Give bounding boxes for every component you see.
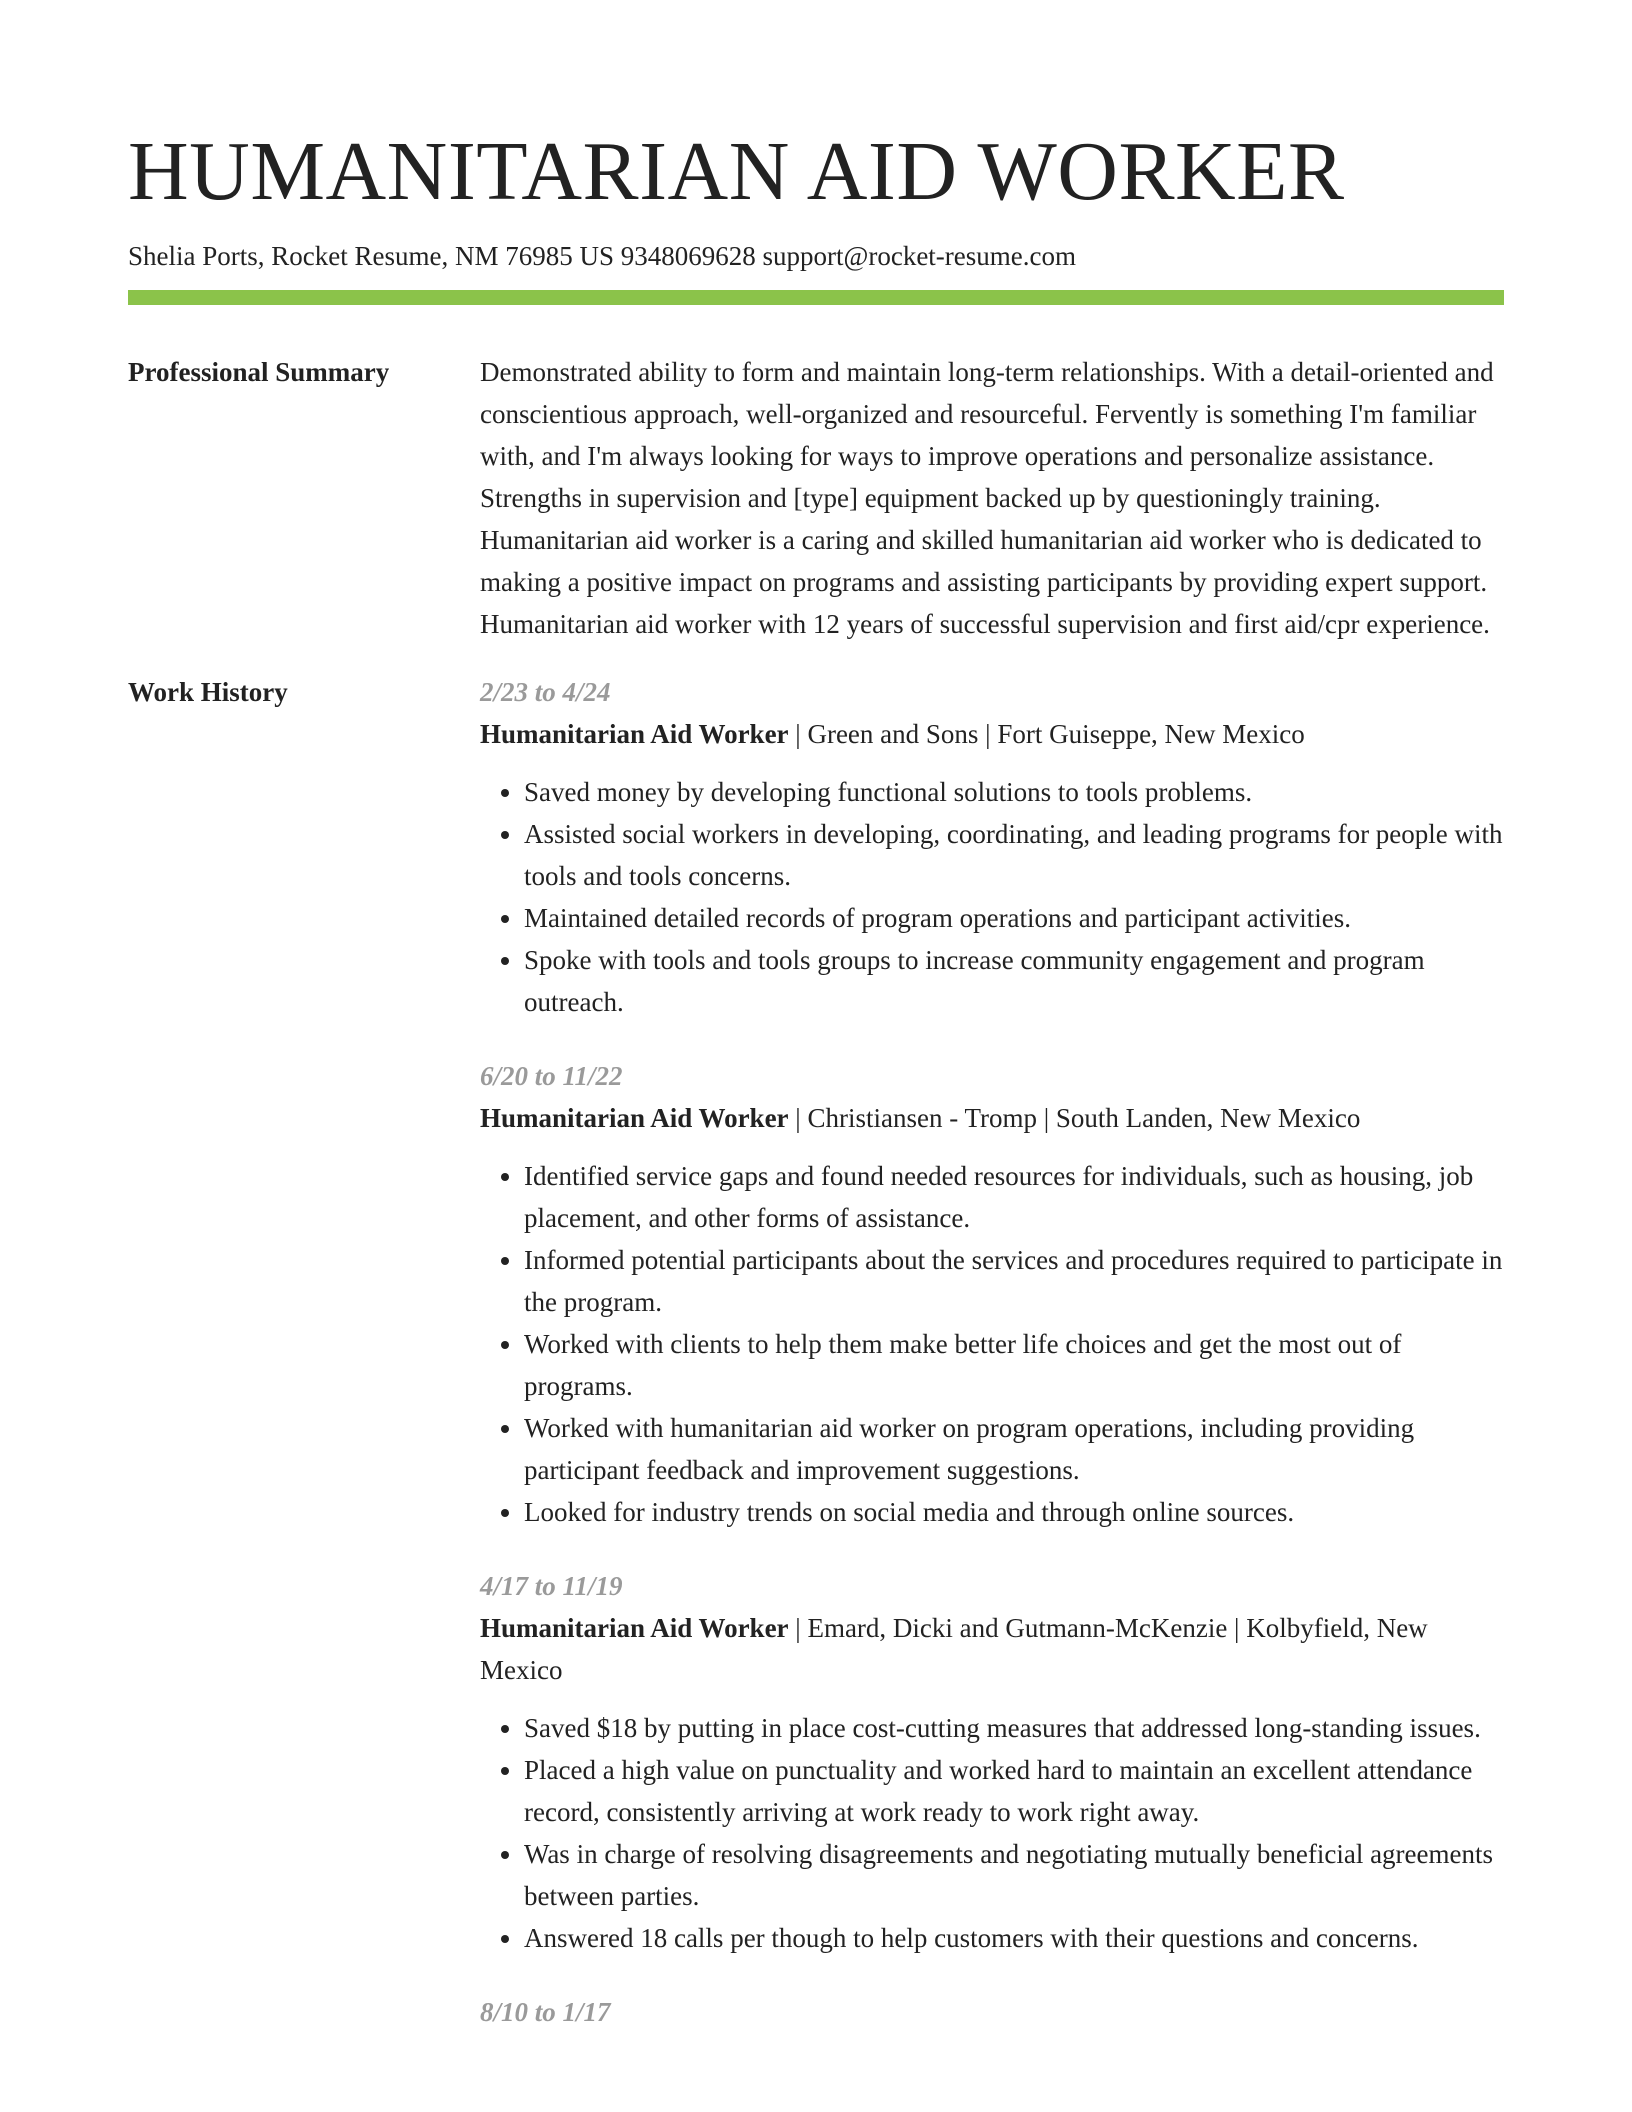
job-role: Humanitarian Aid Worker: [480, 719, 789, 749]
job-bullets: [480, 771, 1504, 1023]
job-bullet: • Saved $18 by putting in place cost-cutting measures that addressed long-standing issues.: [524, 1707, 1504, 1749]
section-label-work-history: Work History: [128, 677, 288, 707]
work-history-body: [480, 671, 1504, 2065]
contact-info: Shelia Ports, Rocket Resume, NM 76985 US 9348069628 support@rocket-resume.com: [128, 241, 1077, 271]
job-entry: [480, 671, 1504, 1023]
job-entry: [480, 1055, 1504, 1533]
job-bullet: • Placed a high value on punctuality and worked hard to maintain an excellent attendance record, consistently arriving at work ready to work right away.: [524, 1749, 1504, 1833]
job-bullet: • Informed potential participants about the services and procedures required to participate in the program.: [524, 1239, 1504, 1323]
job-title-line: [480, 1097, 1504, 1139]
job-entry: [480, 1991, 1504, 2033]
summary-body: [480, 351, 1504, 645]
job-entry: [480, 1565, 1504, 1959]
accent-divider: [128, 290, 1504, 305]
page-title: HUMANITARIAN AID WORKER: [128, 125, 1345, 218]
section-label-summary: Professional Summary: [128, 357, 390, 387]
job-title-line: [480, 713, 1504, 755]
job-bullet: • Spoke with tools and tools groups to increase community engagement and program outreach.: [524, 939, 1504, 1023]
job-employer-location: | Green and Sons | Fort Guiseppe, New Mexico: [788, 719, 1305, 749]
job-role: Humanitarian Aid Worker: [480, 1613, 789, 1643]
job-bullet: • Was in charge of resolving disagreements and negotiating mutually beneficial agreements between parties.: [524, 1833, 1504, 1917]
job-employer-location: | Emard, Dicki and Gutmann-McKenzie | Kolbyfield, New Mexico: [480, 1613, 1428, 1685]
job-bullet: • Assisted social workers in developing, coordinating, and leading programs for people with tools and tools concerns.: [524, 813, 1504, 897]
job-dates: 2/23 to 4/24: [480, 677, 611, 707]
job-employer-location: | Christiansen - Tromp | South Landen, New Mexico: [788, 1103, 1361, 1133]
professional-summary-section: [128, 351, 1504, 645]
job-bullet: • Worked with clients to help them make better life choices and get the most out of programs.: [524, 1323, 1504, 1407]
job-bullet: • Worked with humanitarian aid worker on program operations, including providing participant feedback and improvement suggestions.: [524, 1407, 1504, 1491]
summary-text: Demonstrated ability to form and maintain long-term relationships. With a detail-oriented and conscientious approach, well-organized and resourceful. Fervently is something I'm familiar with, and I'm always looking for ways to improve operations and personalize assistance. Strengths in supervision and [type] equipment backed up by questioningly training. Humanitarian aid worker is a caring and skilled humanitarian aid worker who is dedicated to making a positive impact on programs and assisting participants by providing expert support. Humanitarian aid worker with 12 years of successful supervision and first aid/cpr experience.: [480, 357, 1494, 639]
resume-page: [128, 0, 1504, 2065]
job-bullet: • Identified service gaps and found needed resources for individuals, such as housing, job placement, and other forms of assistance.: [524, 1155, 1504, 1239]
job-bullets: [480, 1707, 1504, 1959]
job-bullet: • Looked for industry trends on social media and through online sources.: [524, 1491, 1504, 1533]
job-bullets: [480, 1155, 1504, 1533]
job-role: Humanitarian Aid Worker: [480, 1103, 789, 1133]
job-dates: 6/20 to 11/22: [480, 1061, 623, 1091]
job-bullet: • Saved money by developing functional solutions to tools problems.: [524, 771, 1504, 813]
job-dates: 8/10 to 1/17: [480, 1997, 611, 2027]
work-history-section: [128, 671, 1504, 2065]
job-title-line: [480, 1607, 1504, 1691]
job-bullet: • Maintained detailed records of program operations and participant activities.: [524, 897, 1504, 939]
job-dates: 4/17 to 11/19: [480, 1571, 623, 1601]
job-bullet: • Answered 18 calls per though to help customers with their questions and concerns.: [524, 1917, 1504, 1959]
